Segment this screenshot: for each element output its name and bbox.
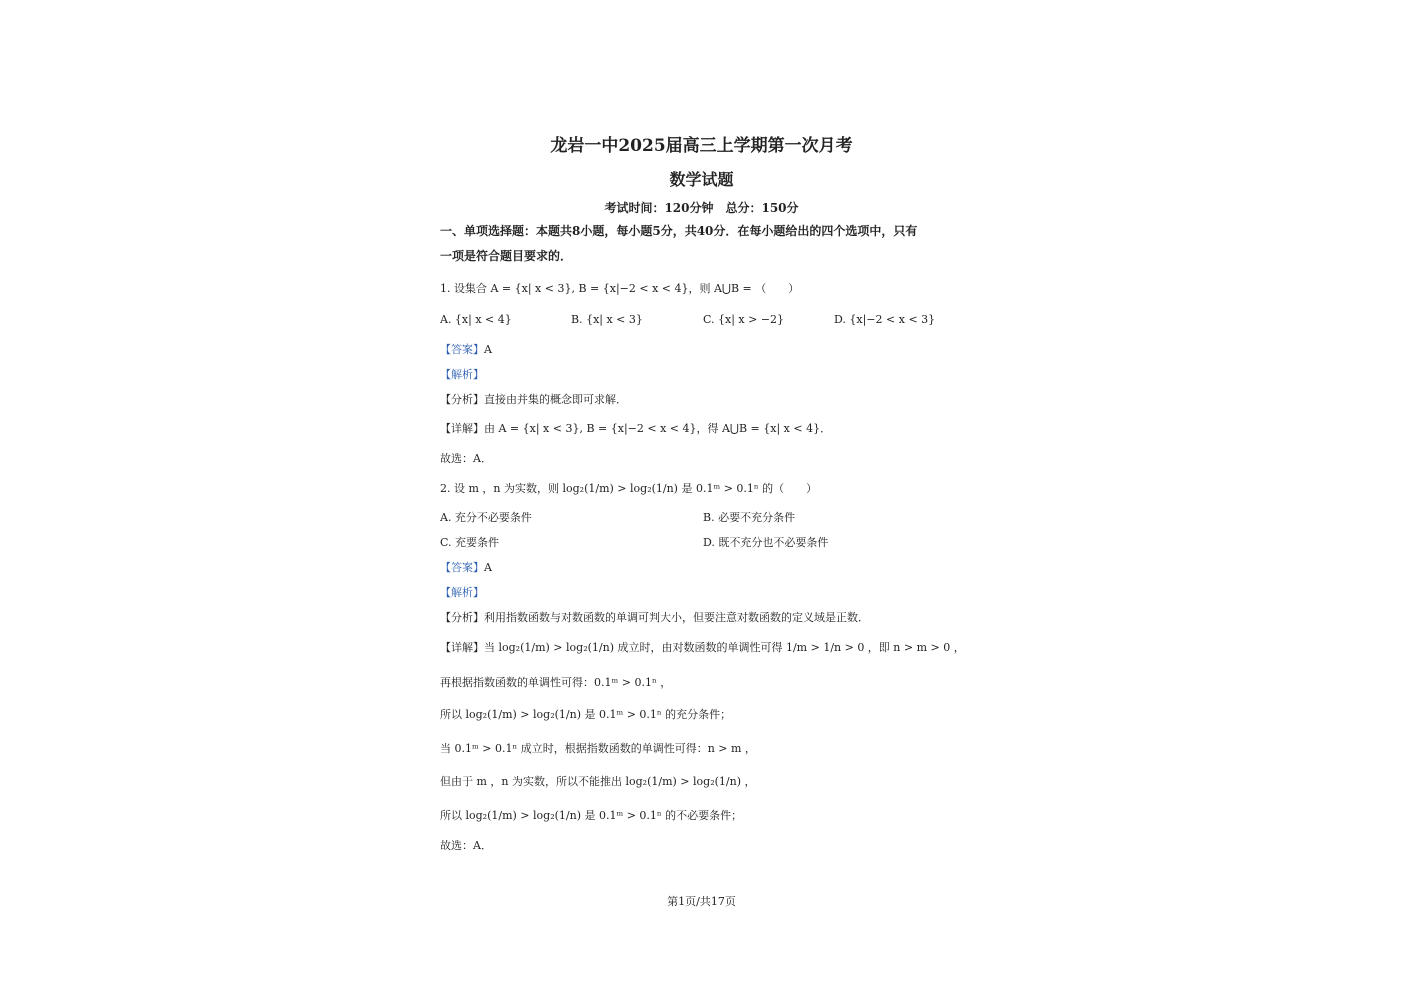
section-heading-line1: 一、单项选择题：本题共8小题，每小题5分，共40分．在每小题给出的四个选项中，只有 bbox=[440, 224, 918, 238]
exam-info: 考试时间：120分钟 总分：150分 bbox=[604, 201, 799, 215]
q1-fenxi-tag: 【分析】 bbox=[440, 393, 484, 406]
q1-option-c: C. {x| x > −2} bbox=[703, 313, 785, 326]
q2-option-a: A. 充分不必要条件 bbox=[440, 511, 532, 524]
q2-option-b: B. 必要不充分条件 bbox=[703, 511, 796, 524]
q2-detail-line2: 再根据指数函数的单调性可得：0.1ᵐ > 0.1ⁿ ， bbox=[440, 676, 672, 689]
q2-option-c: C. 充要条件 bbox=[440, 536, 500, 549]
q1-stem: 1. 设集合 A = {x| x < 3}, B = {x|−2 < x < 4}，则 A⋃B = （ ） bbox=[440, 282, 800, 295]
q2-answer bbox=[440, 561, 492, 575]
q2-detail-line6: 所以 log₂(1/m) > log₂(1/n) 是 0.1ᵐ > 0.1ⁿ 的不必要条件； bbox=[440, 809, 743, 822]
q1-detail-tag: 【详解】 bbox=[440, 422, 484, 435]
doc-title: 龙岩一中2025届高三上学期第一次月考 bbox=[550, 136, 853, 156]
q1-detail bbox=[440, 422, 831, 436]
q2-detail-line3: 所以 log₂(1/m) > log₂(1/n) 是 0.1ᵐ > 0.1ⁿ 的充分条件； bbox=[440, 708, 732, 721]
q1-fenxi bbox=[440, 393, 627, 407]
q2-stem: 2. 设 m ，n 为实数，则 log₂(1/m) > log₂(1/n) 是 0.1ᵐ > 0.1ⁿ 的（ ） bbox=[440, 482, 818, 495]
q2-detail-text-1: 当 log₂(1/m) > log₂(1/n) 成立时，由对数函数的单调性可得 1/m > 1/n > 0 ，即 n > m > 0 ， bbox=[484, 641, 965, 654]
q2-fenxi-text: 利用指数函数与对数函数的单调可判大小，但要注意对数函数的定义域是正数． bbox=[484, 611, 869, 624]
q1-answer bbox=[440, 343, 492, 357]
q1-answer-value: A bbox=[484, 343, 492, 356]
q2-answer-value: A bbox=[484, 561, 492, 574]
q1-option-b: B. {x| x < 3} bbox=[571, 313, 643, 326]
q1-analysis-tag: 【解析】 bbox=[440, 368, 484, 381]
q2-detail-line1 bbox=[440, 641, 965, 655]
q1-detail-text: 由 A = {x| x < 3}, B = {x|−2 < x < 4}，得 A⋃B = {x| x < 4}． bbox=[484, 422, 832, 435]
q2-detail-line5: 但由于 m ，n 为实数，所以不能推出 log₂(1/m) > log₂(1/n) ， bbox=[440, 775, 756, 788]
q2-detail-line4: 当 0.1ᵐ > 0.1ⁿ 成立时，根据指数函数的单调性可得：n > m ， bbox=[440, 742, 756, 755]
page-footer: 第1页/共17页 bbox=[667, 895, 736, 908]
q1-conclusion: 故选：A． bbox=[440, 452, 492, 465]
q1-option-d: D. {x|−2 < x < 3} bbox=[834, 313, 936, 326]
q2-fenxi bbox=[440, 611, 869, 625]
q2-fenxi-tag: 【分析】 bbox=[440, 611, 484, 624]
section-heading-line2: 一项是符合题目要求的． bbox=[440, 249, 573, 263]
q2-detail-tag: 【详解】 bbox=[440, 641, 484, 654]
q2-option-d: D. 既不充分也不必要条件 bbox=[703, 536, 829, 549]
q1-fenxi-text: 直接由并集的概念即可求解． bbox=[484, 393, 627, 406]
q2-conclusion: 故选：A． bbox=[440, 839, 492, 852]
q1-answer-tag: 【答案】 bbox=[440, 343, 484, 356]
doc-subtitle: 数学试题 bbox=[669, 170, 734, 189]
q2-answer-tag: 【答案】 bbox=[440, 561, 484, 574]
q2-analysis-tag: 【解析】 bbox=[440, 586, 484, 599]
q1-option-a: A. {x| x < 4} bbox=[440, 313, 512, 326]
